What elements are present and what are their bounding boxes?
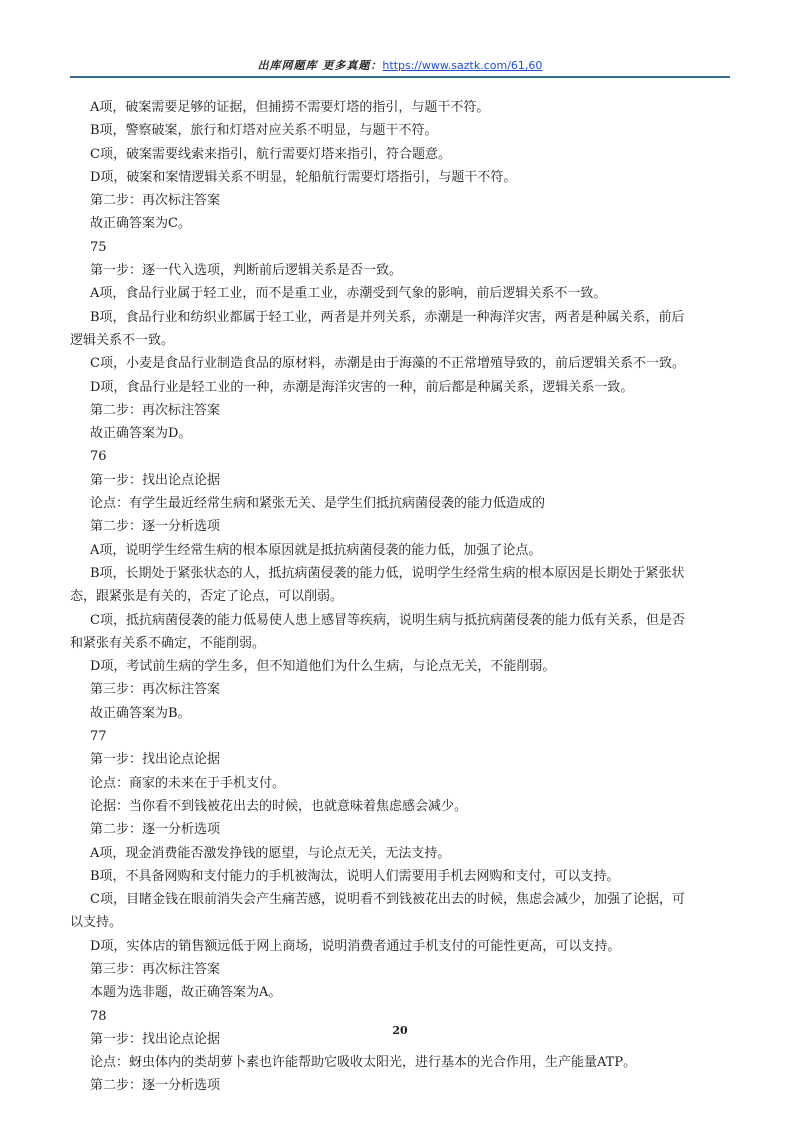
text-line: B项，不具备网购和支付能力的手机被淘汰，说明人们需要用手机去网购和支付，可以支持。 — [90, 868, 620, 884]
text-line: 论点：商家的未来在于手机支付。 — [90, 775, 286, 791]
text-line: 75 — [90, 239, 107, 255]
text-line: D项，食品行业是轻工业的一种，赤潮是海洋灾害的一种，前后都是种属关系，逻辑关系一致。 — [90, 379, 634, 395]
text-line: 故正确答案为C。 — [90, 216, 191, 232]
text-line: 逻辑关系不一致。 — [70, 332, 175, 348]
text-line: 第二步：逐一分析选项 — [90, 1078, 221, 1094]
text-line: 论据：当你看不到钱被花出去的时候，也就意味着焦虑感会减少。 — [90, 798, 468, 814]
text-line: A项，现金消费能否激发挣钱的愿望，与论点无关，无法支持。 — [90, 845, 451, 861]
header-url-link[interactable]: https://www.saztk.com/61,60 — [382, 59, 543, 72]
text-line: B项，警察破案，旅行和灯塔对应关系不明显，与题干不符。 — [90, 123, 438, 139]
text-line: 论点：有学生最近经常生病和紧张无关、是学生们抵抗病菌侵袭的能力低造成的 — [90, 496, 546, 512]
text-line: 本题为选非题，故正确答案为A。 — [90, 985, 282, 1001]
document-body — [70, 96, 732, 1098]
text-line: C项，目睹金钱在眼前消失会产生痛苦感，说明看不到钱被花出去的时候，焦虑会减少，加强了论据，可 — [90, 892, 685, 908]
text-line: 第二步：逐一分析选项 — [90, 519, 221, 535]
text-line: 故正确答案为D。 — [90, 426, 192, 442]
text-line: 第一步：找出论点论据 — [90, 1031, 221, 1047]
text-line: C项，小麦是食品行业制造食品的原材料，赤潮是由于海藻的不正常增殖导致的，前后逻辑关系不一致。 — [90, 356, 685, 372]
text-line: 和紧张有关系不确定，不能削弱。 — [70, 635, 266, 651]
text-line: 论点：蚜虫体内的类胡萝卜素也许能帮助它吸收太阳光，进行基本的光合作用，生产能量ATP。 — [90, 1055, 637, 1071]
text-line: B项，食品行业和纺织业都属于轻工业，两者是并列关系，赤潮是一种海洋灾害，两者是种属关系，前后 — [90, 309, 685, 325]
text-line: 态，跟紧张是有关的，否定了论点，可以削弱。 — [70, 589, 344, 605]
text-line: 第二步：逐一分析选项 — [90, 822, 221, 838]
header-label: 出库网题库 更多真题： — [257, 59, 383, 72]
text-line: A项，破案需要足够的证据，但捕捞不需要灯塔的指引，与题干不符。 — [90, 100, 490, 115]
text-line: A项，食品行业属于轻工业，而不是重工业，赤潮受到气象的影响，前后逻辑关系不一致。 — [90, 286, 607, 302]
text-line: C项，抵抗病菌侵袭的能力低易使人患上感冒等疾病，说明生病与抵抗病菌侵袭的能力低有关系，但是否 — [90, 612, 685, 628]
text-line: 第三步：再次标注答案 — [90, 961, 221, 977]
text-line: A项，说明学生经常生病的根本原因就是抵抗病菌侵袭的能力低，加强了论点。 — [90, 542, 542, 558]
text-line: 第一步：逐一代入选项，判断前后逻辑关系是否一致。 — [90, 263, 403, 279]
text-line: 以支持。 — [70, 915, 123, 931]
text-line: D项，考试前生病的学生多，但不知道他们为什么生病，与论点无关，不能削弱。 — [90, 659, 556, 675]
page-header — [70, 56, 730, 78]
text-line: D项，实体店的销售额远低于网上商场，说明消费者通过手机支付的可能性更高，可以支持。 — [90, 938, 621, 954]
text-line: D项，破案和案情逻辑关系不明显，轮船航行需要灯塔指引，与题干不符。 — [90, 169, 517, 185]
text-line: 第三步：再次标注答案 — [90, 682, 221, 698]
text-line: 77 — [90, 729, 107, 745]
text-line: B项，长期处于紧张状态的人，抵抗病菌侵袭的能力低，说明学生经常生病的根本原因是长期处于紧张状 — [90, 565, 685, 581]
text-line: C项，破案需要线索来指引，航行需要灯塔来指引，符合题意。 — [90, 146, 451, 162]
text-line: 76 — [90, 449, 107, 465]
text-line: 故正确答案为B。 — [90, 705, 191, 721]
text-line: 第二步：再次标注答案 — [90, 193, 221, 209]
text-line: 第一步：找出论点论据 — [90, 472, 221, 488]
text-line: 第二步：再次标注答案 — [90, 402, 221, 418]
text-line: 78 — [90, 1008, 107, 1024]
page-number: 20 — [392, 1024, 408, 1037]
text-line: 第一步：找出论点论据 — [90, 752, 221, 768]
